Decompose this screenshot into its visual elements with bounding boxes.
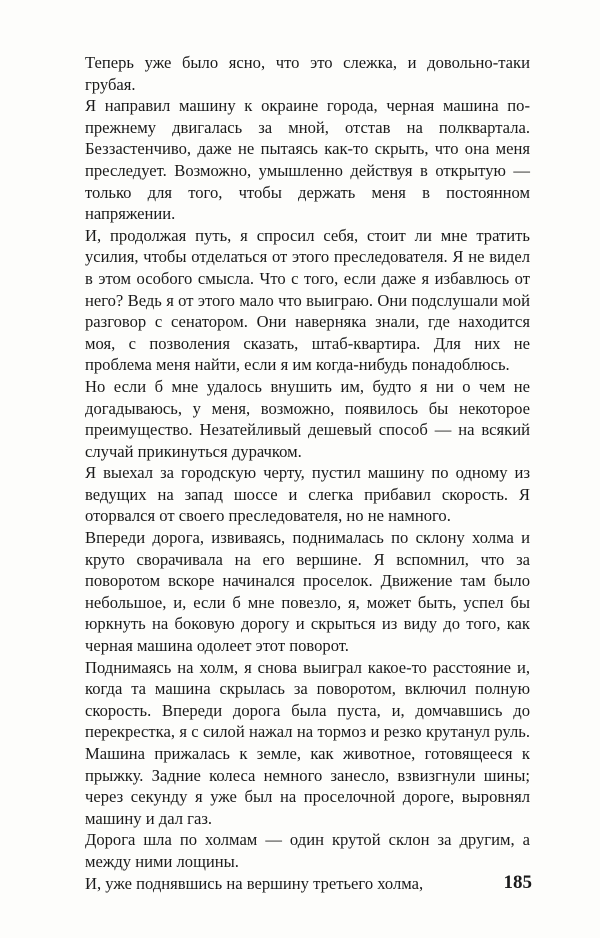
page-number: 185 xyxy=(503,872,532,893)
paragraph-9: И, уже поднявшись на вершину третьего холма, xyxy=(85,873,424,893)
paragraph-5: Я выехал за городскую черту, пустил машину по одному из ведущих на запад шоссе и слегка прибавил скорость. Я оторвался от своего преследователя, но не намного. xyxy=(85,463,530,526)
paragraph-6: Впереди дорога, извиваясь, поднималась по склону холма и круто сворачивала на его вершине. Я вспомнил, что за поворотом вскоре начинался проселок. Движение там было небольшое, и, если б мне повезло, я, может быть, успел бы юркнуть на боковую дорогу и скрыться из виду до того, как черная машина одолеет этот поворот. xyxy=(85,528,530,656)
paragraph-3: И, продолжая путь, я спросил себя, стоит ли мне тратить усилия, чтобы отделаться от этого преследователя. Я не видел в этом особого смысла. Что с того, если даже я избавлюсь от него? Ведь я от этого мало что выиграю. Они подслушали мой разговор с сенатором. Они наверняка знали, где находится моя, с позволения сказать, штаб-квартира. Для них не проблема меня найти, если я им когда-нибудь понадоблюсь. xyxy=(85,225,530,375)
paragraph-8: Дорога шла по холмам — один крутой склон за другим, а между ними лощины. xyxy=(85,830,530,871)
paragraph-2: Я направил машину к окраине города, черная машина по-прежнему двигалась за мной, отстав на полквартала. Беззастенчиво, даже не пытаясь как-то скрыть, что она меня преследует. Возможно, умышленно действуя в открытую — только для того, чтобы держать меня в постоянном напряжении. xyxy=(85,96,530,224)
paragraph-7: Поднимаясь на холм, я снова выиграл какое-то расстояние и, когда та машина скрылась за поворотом, включил полную скорость. Впереди дорога была пуста, и, домчавшись до перекрестка, я с силой нажал на тормоз и резко крутанул руль. Машина прижалась к земле, как животное, готовящееся к прыжку. Задние колеса немного занесло, взвизгнули шины; через секунду я уже был на проселочной дороге, выровнял машину и дал газ. xyxy=(85,657,530,828)
body-text xyxy=(85,52,530,894)
paragraph-1: Теперь уже было ясно, что это слежка, и довольно-таки грубая. xyxy=(85,53,530,94)
paragraph-4: Но если б мне удалось внушить им, будто я ни о чем не догадываюсь, у меня, возможно, появилось бы некоторое преимущество. Незатейливый дешевый способ — на всякий случай прикинуться дурачком. xyxy=(85,376,530,461)
